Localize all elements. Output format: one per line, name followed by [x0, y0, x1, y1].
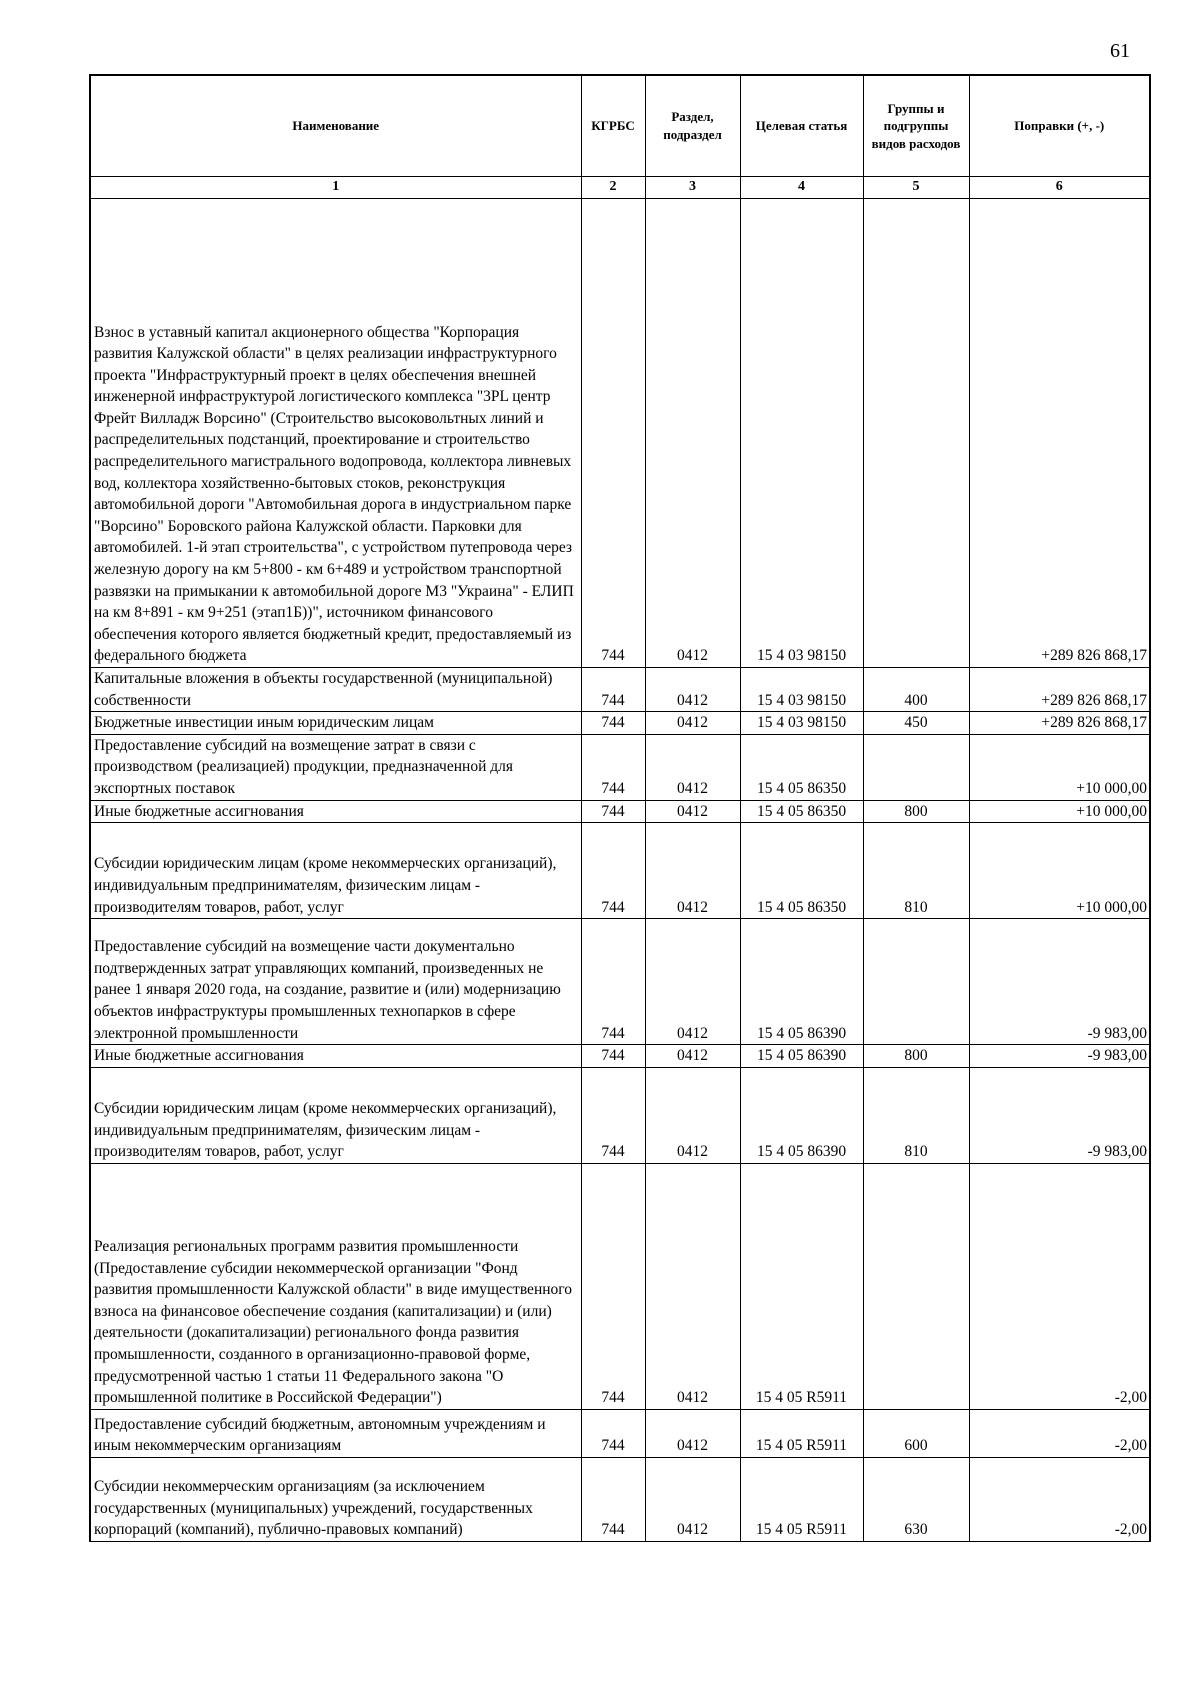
row-amount-cell: -9 983,00 [969, 1045, 1150, 1068]
row-section-cell: 0412 [645, 800, 740, 823]
row-target-cell: 15 4 03 98150 [740, 668, 863, 712]
row-section-cell: 0412 [645, 1163, 740, 1409]
row-kgrbs-cell: 744 [581, 1457, 645, 1541]
row-group-cell: 600 [863, 1409, 969, 1457]
row-group-cell: 810 [863, 823, 969, 919]
row-section-cell: 0412 [645, 734, 740, 800]
row-section-cell: 0412 [645, 823, 740, 919]
row-amount-cell: +10 000,00 [969, 800, 1150, 823]
row-kgrbs-cell: 744 [581, 1163, 645, 1409]
row-amount-cell: -9 983,00 [969, 919, 1150, 1045]
table-row [90, 823, 1150, 919]
row-target-cell: 15 4 05 86350 [740, 800, 863, 823]
row-group-cell: 450 [863, 712, 969, 735]
column-number: 3 [645, 177, 740, 199]
row-amount-cell: -2,00 [969, 1409, 1150, 1457]
row-section-cell: 0412 [645, 1457, 740, 1541]
table-row [90, 712, 1150, 735]
column-number: 4 [740, 177, 863, 199]
row-name-cell: Бюджетные инвестиции иным юридическим лицам [90, 712, 581, 735]
row-name-cell: Иные бюджетные ассигнования [90, 1045, 581, 1068]
header-section: Раздел, подраздел [645, 75, 740, 177]
row-name-cell: Предоставление субсидий на возмещение части документально подтвержденных затрат управляющих компаний, произведенных не ранее 1 января 2020 года, на создание, развитие и (или) модернизацию объектов инфраструктуры промышленных технопарков в сфере электронной промышленности [90, 919, 581, 1045]
row-target-cell: 15 4 05 86390 [740, 919, 863, 1045]
row-target-cell: 15 4 05 R5911 [740, 1163, 863, 1409]
row-kgrbs-cell: 744 [581, 823, 645, 919]
row-name-cell: Предоставление субсидий бюджетным, автономным учреждениям и иным некоммерческим организациям [90, 1409, 581, 1457]
row-group-cell: 630 [863, 1457, 969, 1541]
row-section-cell: 0412 [645, 1045, 740, 1068]
table-row [90, 668, 1150, 712]
row-name-cell: Предоставление субсидий на возмещение затрат в связи с производством (реализацией) продукции, предназначенной для экспортных поставок [90, 734, 581, 800]
row-group-cell: 810 [863, 1067, 969, 1163]
row-amount-cell: -2,00 [969, 1163, 1150, 1409]
row-group-cell [863, 199, 969, 668]
row-group-cell [863, 734, 969, 800]
row-kgrbs-cell: 744 [581, 668, 645, 712]
row-group-cell: 800 [863, 1045, 969, 1068]
row-amount-cell: +289 826 868,17 [969, 199, 1150, 668]
row-section-cell: 0412 [645, 1067, 740, 1163]
row-target-cell: 15 4 03 98150 [740, 712, 863, 735]
row-kgrbs-cell: 744 [581, 712, 645, 735]
row-amount-cell: -2,00 [969, 1457, 1150, 1541]
row-kgrbs-cell: 744 [581, 919, 645, 1045]
table-row [90, 1409, 1150, 1457]
row-target-cell: 15 4 05 R5911 [740, 1457, 863, 1541]
row-group-cell: 800 [863, 800, 969, 823]
row-target-cell: 15 4 05 86390 [740, 1067, 863, 1163]
table-header-row [90, 75, 1150, 177]
row-kgrbs-cell: 744 [581, 1067, 645, 1163]
table-row [90, 800, 1150, 823]
row-target-cell: 15 4 03 98150 [740, 199, 863, 668]
column-number: 5 [863, 177, 969, 199]
row-target-cell: 15 4 05 86350 [740, 823, 863, 919]
table-row [90, 1067, 1150, 1163]
row-section-cell: 0412 [645, 668, 740, 712]
table-row [90, 1457, 1150, 1541]
row-target-cell: 15 4 05 86350 [740, 734, 863, 800]
row-kgrbs-cell: 744 [581, 1045, 645, 1068]
row-amount-cell: +10 000,00 [969, 734, 1150, 800]
row-amount-cell: +289 826 868,17 [969, 668, 1150, 712]
header-expense-group: Группы и подгруппы видов расходов [863, 75, 969, 177]
column-number-row [90, 177, 1150, 199]
table-row [90, 199, 1150, 668]
row-target-cell: 15 4 05 86390 [740, 1045, 863, 1068]
row-kgrbs-cell: 744 [581, 734, 645, 800]
column-number: 6 [969, 177, 1150, 199]
row-kgrbs-cell: 744 [581, 199, 645, 668]
table-row [90, 1163, 1150, 1409]
page-number: 61 [1110, 40, 1130, 62]
row-amount-cell: +10 000,00 [969, 823, 1150, 919]
header-target-article: Целевая статья [740, 75, 863, 177]
row-amount-cell: -9 983,00 [969, 1067, 1150, 1163]
row-kgrbs-cell: 744 [581, 800, 645, 823]
row-name-cell: Субсидии некоммерческим организациям (за исключением государственных (муниципальных) учреждений, государственных корпораций (компаний), публично-правовых компаний) [90, 1457, 581, 1541]
row-kgrbs-cell: 744 [581, 1409, 645, 1457]
row-name-cell: Иные бюджетные ассигнования [90, 800, 581, 823]
column-number: 1 [90, 177, 581, 199]
row-section-cell: 0412 [645, 199, 740, 668]
table-row [90, 919, 1150, 1045]
row-amount-cell: +289 826 868,17 [969, 712, 1150, 735]
table-row [90, 734, 1150, 800]
table-row [90, 1045, 1150, 1068]
row-section-cell: 0412 [645, 1409, 740, 1457]
header-kgrbs: КГРБС [581, 75, 645, 177]
row-name-cell: Взнос в уставный капитал акционерного общества "Корпорация развития Калужской области" в целях реализации инфраструктурного проекта "Инфраструктурный проект в целях обеспечения внешней инженерной инфраструктурой логистического комплекса "3PL центр Фрейт Вилладж Ворсино" (Строительство высоковольтных линий и распределительных подстанций, проектирование и строительство распределительного магистрального водопровода, коллектора ливневых вод, коллектора хозяйственно-бытовых стоков, реконструкция автомобильной дороги "Автомобильная дорога в индустриальном парке "Ворсино" Боровского района Калужской области. Парковки для автомобилей. 1-й этап строительства", с устройством путепровода через железную дорогу на км 5+800 - км 6+489 и устройством транспортной развязки на примыкании к автомобильной дороге М3 "Украина" - ЕЛИП на км 8+891 - км 9+251 (этап1Б))", источником финансового обеспечения которого является бюджетный кредит, предоставляемый из федерального бюджета [90, 199, 581, 668]
row-name-cell: Капитальные вложения в объекты государственной (муниципальной) собственности [90, 668, 581, 712]
row-group-cell [863, 1163, 969, 1409]
header-amendments: Поправки (+, -) [969, 75, 1150, 177]
row-name-cell: Субсидии юридическим лицам (кроме некоммерческих организаций), индивидуальным предпринимателям, физическим лицам - производителям товаров, работ, услуг [90, 1067, 581, 1163]
row-name-cell: Реализация региональных программ развития промышленности (Предоставление субсидии некоммерческой организации "Фонд развития промышленности Калужской области" в виде имущественного взноса на финансовое обеспечение создания (капитализации) и (или) деятельности (докапитализации) регионального фонда развития промышленности, созданного в организационно-правовой форме, предусмотренной частью 1 статьи 11 Федерального закона "О промышленной политике в Российской Федерации") [90, 1163, 581, 1409]
row-name-cell: Субсидии юридическим лицам (кроме некоммерческих организаций), индивидуальным предпринимателям, физическим лицам - производителям товаров, работ, услуг [90, 823, 581, 919]
header-name: Наименование [90, 75, 581, 177]
row-section-cell: 0412 [645, 712, 740, 735]
row-target-cell: 15 4 05 R5911 [740, 1409, 863, 1457]
column-number: 2 [581, 177, 645, 199]
row-group-cell [863, 919, 969, 1045]
row-section-cell: 0412 [645, 919, 740, 1045]
row-group-cell: 400 [863, 668, 969, 712]
budget-amendments-table [89, 74, 1151, 1542]
